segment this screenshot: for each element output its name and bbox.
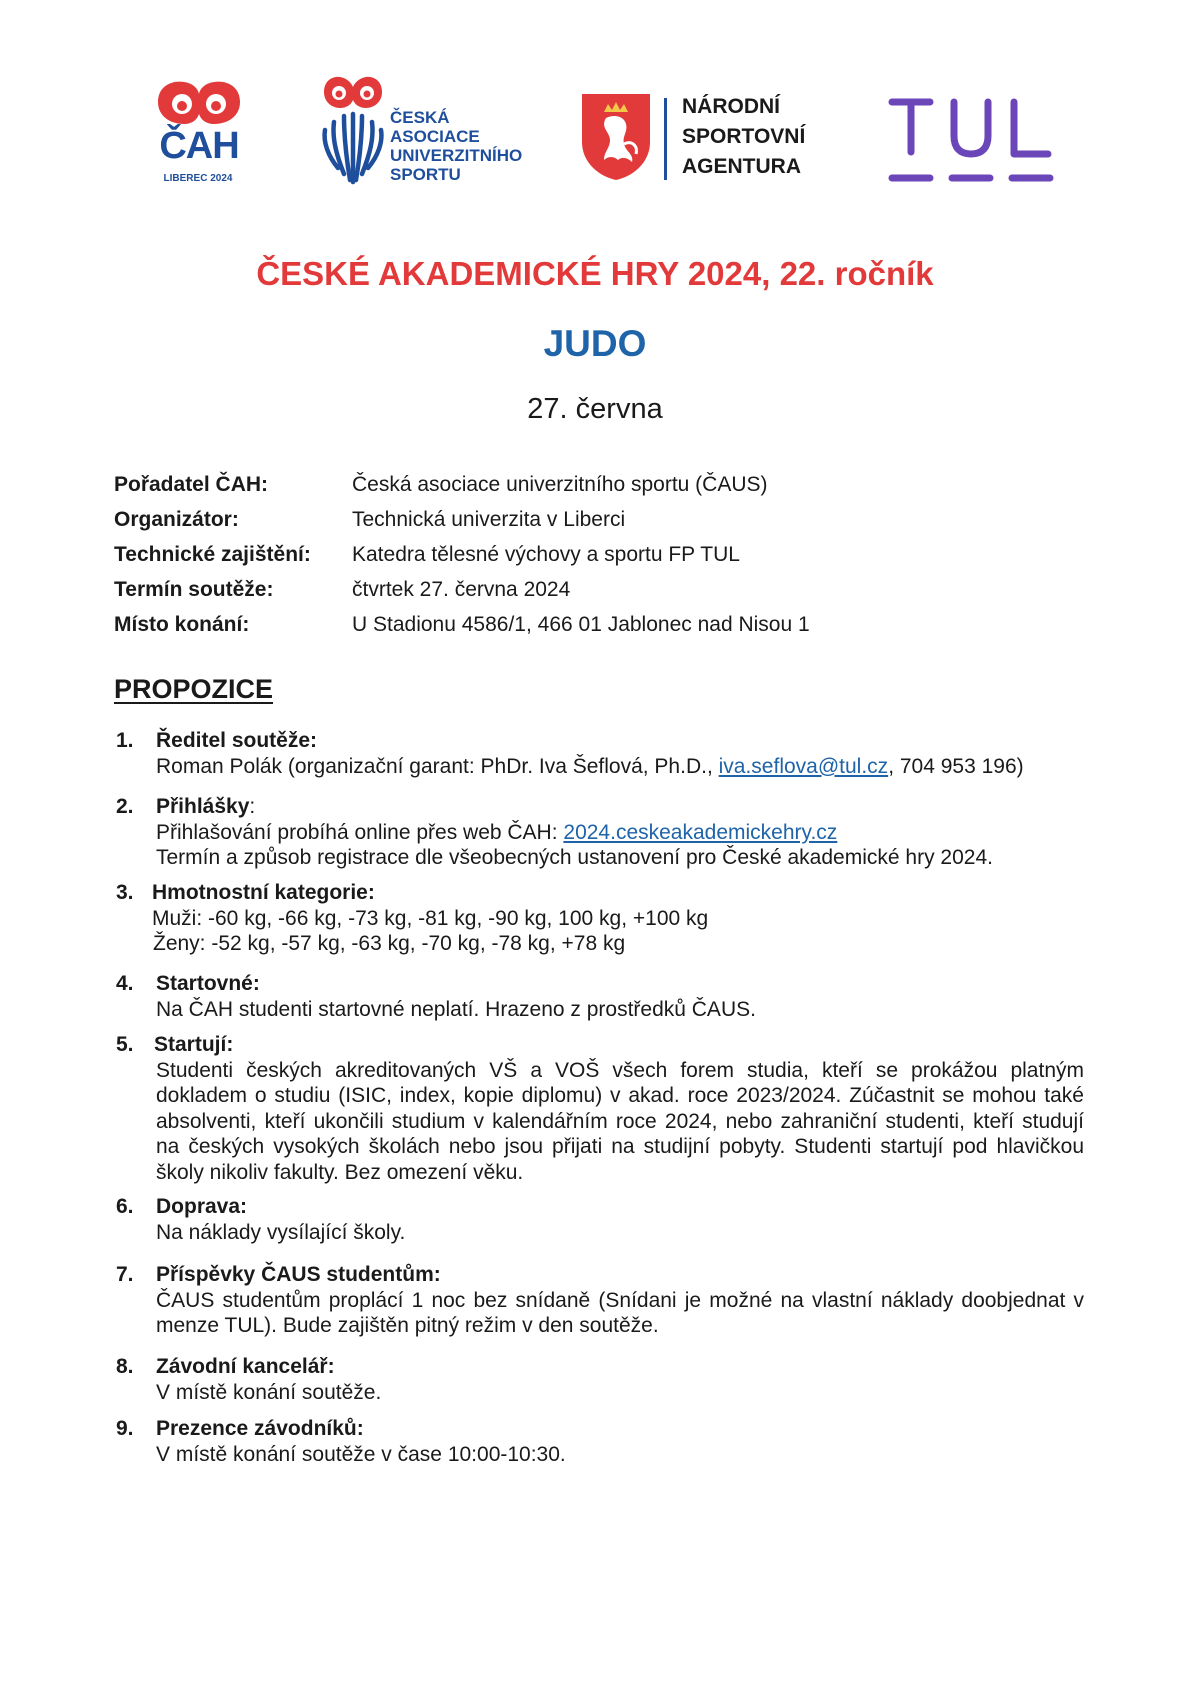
item-heading: Hmotnostní kategorie: [152,881,375,904]
info-row [114,540,810,575]
item-body [156,1058,1084,1186]
item-heading: Startovné: [156,972,260,995]
info-row [114,505,810,540]
item-text: Přihlašování probíhá online přes web ČAH: [156,820,564,844]
caus-line: UNIVERZITNÍHO [390,146,523,165]
info-label: Technické zajištění: [114,543,311,566]
info-value: U Stadionu 4586/1, 466 01 Jablonec nad Nisou 1 [352,613,810,636]
info-value: Technická univerzita v Liberci [352,508,626,531]
item-number: 6. [116,1195,134,1218]
weight-women: Ženy: -52 kg, -57 kg, -63 kg, -70 kg, -78 kg, +78 kg [153,932,626,955]
nsa-wordmark [682,92,805,182]
weight-men: Muži: -60 kg, -66 kg, -73 kg, -81 kg, -90 kg, 100 kg, +100 kg [152,906,709,930]
cah-subtitle: LIBEREC 2024 [163,173,233,184]
item-number: 4. [116,972,134,995]
info-value: Katedra tělesné výchovy a sportu FP TUL [352,543,740,566]
item-heading: Prezence závodníků: [156,1417,364,1440]
item-text: Na ČAH studenti startovné neplatí. Hrazeno z prostředků ČAUS. [156,997,756,1021]
item-body [156,1220,1084,1246]
email-link[interactable]: iva.seflova@tul.cz [718,754,889,778]
item-text: Termín a způsob registrace dle všeobecných ustanovení pro České akademické hry 2024. [156,846,993,869]
info-row [114,575,810,610]
tul-logo [888,96,1054,186]
propozice-heading: PROPOZICE [114,674,274,704]
item-number: 5. [116,1033,134,1056]
info-label: Organizátor: [114,508,239,531]
item-body [156,754,1084,780]
info-label: Pořadatel ČAH: [114,473,269,496]
caus-line: ČESKÁ [390,108,450,127]
nsa-divider [664,98,667,180]
czech-lion-shield-icon [580,92,652,182]
item-heading: Ředitel soutěže: [156,729,318,752]
info-row [114,470,810,505]
caus-line: ASOCIACE [390,127,480,146]
caus-mark-icon [320,76,386,188]
item-number: 8. [116,1355,134,1378]
nsa-logo [580,92,840,192]
item-number: 9. [116,1417,134,1440]
info-label: Místo konání: [114,613,250,636]
item-text: Na náklady vysílající školy. [156,1220,406,1244]
item-heading: Doprava: [156,1195,248,1218]
caus-line: SPORTU [390,165,461,184]
item-number: 7. [116,1263,134,1286]
item-number: 3. [116,881,134,904]
info-value: Česká asociace univerzitního sportu (ČAUS) [352,473,768,496]
item-heading: Startují: [154,1033,234,1056]
nsa-line: AGENTURA [682,155,801,178]
item-body [156,820,1084,871]
caus-logo [320,76,540,186]
info-value: čtvrtek 27. června 2024 [352,578,571,601]
item-body [152,906,1080,957]
nsa-line: SPORTOVNÍ [682,125,806,148]
item-text: , 704 953 196) [888,754,1024,778]
item-text: Roman Polák (organizační garant: PhDr. Iva Šeflová, Ph.D., [156,754,719,778]
item-heading-suffix: : [249,795,256,818]
item-text: V místě konání soutěže v čase 10:00-10:30. [156,1442,566,1466]
event-title: ČESKÉ AKADEMICKÉ HRY 2024, 22. ročník [256,255,934,292]
item-body [156,1442,1084,1468]
tul-wordmark-icon [888,96,1054,186]
cah-wordmark: ČAH [159,125,239,167]
cah-logo [152,80,244,190]
item-heading: Závodní kancelář: [156,1355,335,1378]
logo-bar [0,70,1190,200]
info-row [114,610,810,645]
item-heading-text: Přihlášky [156,795,250,818]
caus-wordmark [390,108,522,184]
event-date: 27. června [527,393,663,425]
item-heading [156,794,255,820]
website-link[interactable]: 2024.ceskeakademickehry.cz [563,820,838,844]
item-text: V místě konání soutěže. [156,1380,382,1404]
owl-eyes-icon [154,80,244,126]
item-text: Studenti českých akreditovaných VŠ a VOŠ všech forem studia, kteří se prokážou platným dokladem o studiu (ISIC, index, kopie diplomu) v akad. roce 2023/2024. Zúčastnit se mohou také absolventi, kteří ukončili studium v kalendářním roce 2024, nebo zahraniční studenti, kteří studují na českých vysokých školách nebo jsou přijati na studijní pobyty. Studenti startují pod hlavičkou školy nikoliv fakulty. Bez omezení věku. [156,1058,1084,1184]
info-label: Termín soutěže: [114,578,274,601]
item-number: 2. [116,795,134,818]
item-body [156,1288,1084,1339]
item-body [156,1380,1084,1406]
nsa-line: NÁRODNÍ [682,95,780,118]
item-number: 1. [116,729,134,752]
item-heading: Příspěvky ČAUS studentům: [156,1263,441,1286]
event-info [114,470,810,645]
item-text: ČAUS studentům proplácí 1 noc bez snídaně (Snídani je možné na vlastní náklady doobjednat v menze TUL). Bude zajištěn pitný režim v den soutěže. [156,1288,1084,1337]
sport-title: JUDO [543,323,647,364]
item-body [156,997,1084,1023]
